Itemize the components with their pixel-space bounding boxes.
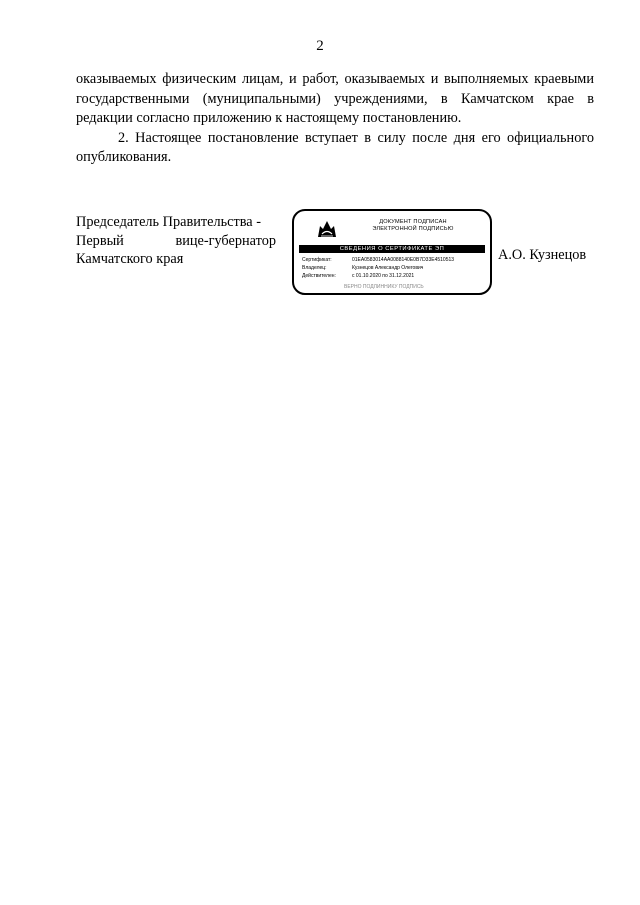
signer-title-line-1: Председатель Правительства - bbox=[76, 214, 261, 230]
stamp-heading bbox=[354, 219, 472, 233]
page-number: 2 bbox=[316, 38, 324, 54]
signer-title-line-3: Камчатского края bbox=[76, 251, 184, 267]
signer-title bbox=[76, 213, 276, 269]
owner-label: Владелец: bbox=[302, 265, 327, 271]
signer-title-line-2 bbox=[76, 232, 276, 251]
certificate-label: Сертификат: bbox=[302, 257, 332, 263]
stamp-heading-line-2: ЭЛЕКТРОННОЙ ПОДПИСЬЮ bbox=[372, 226, 454, 232]
coat-of-arms-icon bbox=[316, 217, 338, 239]
stamp-certificate-bar: СВЕДЕНИЯ О СЕРТИФИКАТЕ ЭП bbox=[299, 245, 485, 253]
stamp-faded-line: ВЕРНО ПОДЛИННИКУ ПОДПИСЬ bbox=[344, 284, 424, 290]
certificate-value: 01EA0583014AA0088140E0B7D33E4510513 bbox=[352, 257, 455, 263]
paragraph-2: 2. Настоящее постановление вступает в силу после дня его официального опубликования. bbox=[76, 129, 594, 165]
signer-name: А.О. Кузнецов bbox=[498, 247, 587, 263]
signer-title-line-2b: вице-губернатор bbox=[175, 232, 276, 249]
stamp-row-validity bbox=[302, 273, 414, 279]
signer-title-line-2a: Первый bbox=[76, 232, 124, 249]
validity-value: с 01.10.2020 по 31.12.2021 bbox=[352, 273, 415, 279]
paragraph-1: оказываемых физическим лицам, и работ, оказываемых и выполняемых краевыми государственными (муниципальными) учреждениями, в Камчатском крае в редакции согласно приложению к настоящему постановлению. bbox=[76, 71, 594, 126]
validity-label: Действителен: bbox=[302, 273, 336, 279]
owner-value: Кузнецов Александр Олегович bbox=[352, 265, 424, 271]
electronic-signature-stamp bbox=[292, 209, 492, 295]
document-body bbox=[76, 70, 594, 168]
stamp-row-owner bbox=[302, 265, 423, 271]
stamp-row-certificate bbox=[302, 257, 454, 263]
stamp-heading-line-1: ДОКУМЕНТ ПОДПИСАН bbox=[379, 219, 447, 225]
